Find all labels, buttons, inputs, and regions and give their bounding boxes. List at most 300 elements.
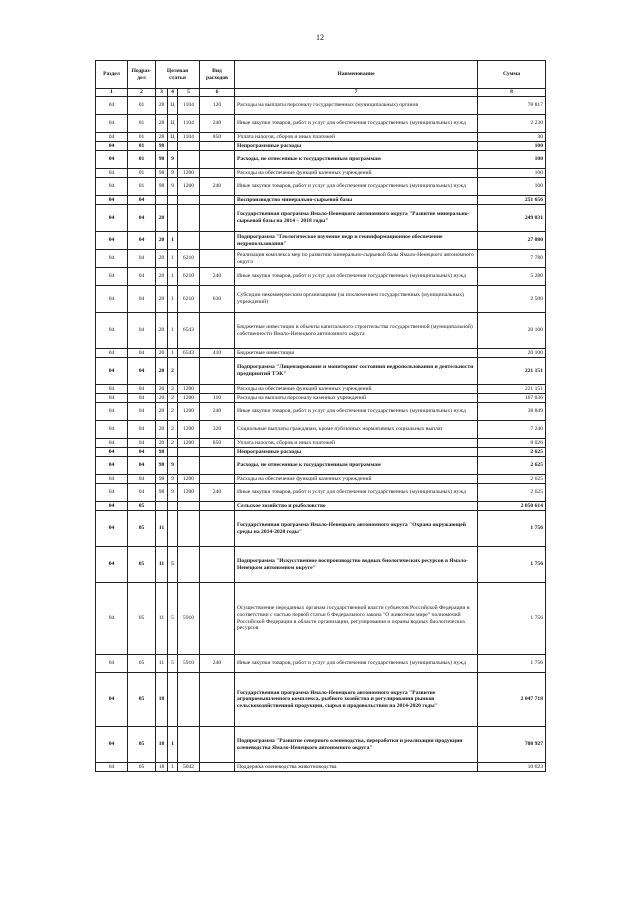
direction-cell [178, 457, 200, 475]
sum-cell: 5 280 [478, 268, 546, 286]
podrazdel-cell: 05 [128, 655, 156, 673]
name-cell: Расходы на обеспечение функций казенных учреждений [235, 169, 478, 178]
subprogram-cell: 5 [168, 547, 178, 583]
razdel-cell: 04 [96, 151, 128, 169]
table-row [96, 232, 546, 250]
podrazdel-cell: 01 [128, 115, 156, 133]
name-cell: Государственная программа Ямало-Ненецкого автономного округа "Развитие агропромышленного комплекса, рыбного хозяйства и регулирования рынков сельскохозяйственной продукции, сырья и продовольствия на 2014-2020 годы" [235, 673, 478, 727]
index-cell: 2 [128, 89, 156, 97]
podrazdel-cell: 01 [128, 151, 156, 169]
program-cell: 11 [156, 511, 168, 547]
program-cell: 18 [156, 673, 168, 727]
name-cell: Подпрограмма "Лицензирование и мониторинг состояния недропользования и деятельности предприятий ТЭК" [235, 358, 478, 385]
razdel-cell: 04 [96, 655, 128, 673]
sum-cell: 78 817 [478, 97, 546, 115]
direction-cell: 6543 [178, 313, 200, 349]
podrazdel-cell: 05 [128, 547, 156, 583]
index-cell: 1 [96, 89, 128, 97]
direction-cell: 1200 [178, 403, 200, 421]
direction-cell [178, 511, 200, 547]
name-cell: Субсидии некоммерческим организациям (за исключением государственных (муниципальных) учреждений) [235, 286, 478, 313]
subprogram-cell: 5 [168, 655, 178, 673]
direction-cell: 1104 [178, 133, 200, 142]
podrazdel-cell: 04 [128, 232, 156, 250]
direction-cell [178, 151, 200, 169]
vid-cell [200, 232, 235, 250]
podrazdel-cell: 04 [128, 313, 156, 349]
sum-cell: 1 756 [478, 583, 546, 655]
podrazdel-cell: 01 [128, 178, 156, 196]
program-cell: 20 [156, 439, 168, 448]
razdel-cell: 04 [96, 727, 128, 763]
table-row [96, 475, 546, 484]
sum-cell: 2 500 [478, 286, 546, 313]
vid-cell [200, 358, 235, 385]
subprogram-cell: 1 [168, 313, 178, 349]
program-cell [156, 196, 168, 205]
vid-cell [200, 205, 235, 232]
subprogram-cell: 5 [168, 583, 178, 655]
table-row [96, 655, 546, 673]
vid-cell [200, 313, 235, 349]
vid-cell: 850 [200, 133, 235, 142]
vid-cell: 120 [200, 97, 235, 115]
table-row [96, 151, 546, 169]
subprogram-cell: 1 [168, 268, 178, 286]
subprogram-cell: 2 [168, 394, 178, 403]
name-cell: Непрограммные расходы [235, 448, 478, 457]
sum-cell: 100 [478, 178, 546, 196]
program-cell: 98 [156, 142, 168, 151]
podrazdel-cell: 04 [128, 394, 156, 403]
direction-cell: 1200 [178, 169, 200, 178]
program-cell: 98 [156, 484, 168, 502]
razdel-cell: 04 [96, 673, 128, 727]
razdel-cell: 04 [96, 511, 128, 547]
col-vid-header: Вид расходов [200, 61, 235, 89]
header-row [96, 61, 546, 89]
podrazdel-cell: 04 [128, 421, 156, 439]
col-podrazdel-header: Подраз-дел [128, 61, 156, 89]
razdel-cell: 04 [96, 178, 128, 196]
razdel-cell: 04 [96, 250, 128, 268]
vid-cell: 320 [200, 421, 235, 439]
program-cell: 98 [156, 151, 168, 169]
name-cell: Воспроизводство минерально-сырьевой базы [235, 196, 478, 205]
col-razdel-header: Раздел [96, 61, 128, 89]
direction-cell: 1200 [178, 484, 200, 502]
sum-cell: 221 151 [478, 358, 546, 385]
col-celevaya-header: Целевая статья [156, 61, 200, 89]
table-row [96, 133, 546, 142]
vid-cell: 240 [200, 403, 235, 421]
subprogram-cell [168, 205, 178, 232]
direction-cell: 6210 [178, 268, 200, 286]
table-row [96, 403, 546, 421]
index-cell: 3 [156, 89, 168, 97]
index-cell: 6 [200, 89, 235, 97]
name-cell: Государственная программа Ямало-Ненецкого автономного округа "Охрана окружающей среды на 2014-2020 годы" [235, 511, 478, 547]
podrazdel-cell: 04 [128, 475, 156, 484]
direction-cell [178, 196, 200, 205]
podrazdel-cell: 05 [128, 583, 156, 655]
razdel-cell: 04 [96, 385, 128, 394]
table-row [96, 727, 546, 763]
index-cell: 7 [235, 89, 478, 97]
sum-cell: 249 031 [478, 205, 546, 232]
sum-cell: 7 240 [478, 421, 546, 439]
vid-cell: 410 [200, 349, 235, 358]
name-cell: Бюджетные инвестиции в объекты капитального строительства государственной (муниципальной) собственности Ямало-Ненецкого автономного округа [235, 313, 478, 349]
table-row [96, 313, 546, 349]
table-row [96, 142, 546, 151]
podrazdel-cell: 04 [128, 403, 156, 421]
subprogram-cell: 1 [168, 763, 178, 772]
podrazdel-cell: 01 [128, 133, 156, 142]
direction-cell: 6543 [178, 349, 200, 358]
podrazdel-cell: 05 [128, 673, 156, 727]
subprogram-cell [168, 673, 178, 727]
vid-cell [200, 763, 235, 772]
program-cell: 20 [156, 268, 168, 286]
direction-cell: 1200 [178, 475, 200, 484]
program-cell: 20 [156, 313, 168, 349]
index-cell: 5 [178, 89, 200, 97]
razdel-cell: 04 [96, 142, 128, 151]
sum-cell: 1 756 [478, 655, 546, 673]
name-cell: Сельское хозяйство и рыболовство [235, 502, 478, 511]
vid-cell [200, 583, 235, 655]
sum-cell: 221 151 [478, 385, 546, 394]
subprogram-cell: 9 [168, 484, 178, 502]
program-cell: 98 [156, 169, 168, 178]
name-cell: Расходы на обеспечение функций казенных учреждений [235, 385, 478, 394]
podrazdel-cell: 04 [128, 268, 156, 286]
vid-cell [200, 250, 235, 268]
program-cell: 20 [156, 232, 168, 250]
budget-table [95, 60, 546, 772]
table-row [96, 286, 546, 313]
program-cell: 20 [156, 250, 168, 268]
table-row [96, 250, 546, 268]
program-cell: 20 [156, 394, 168, 403]
direction-cell: 1200 [178, 394, 200, 403]
direction-cell: 5042 [178, 763, 200, 772]
razdel-cell: 04 [96, 232, 128, 250]
podrazdel-cell: 05 [128, 502, 156, 511]
direction-cell [178, 547, 200, 583]
page-number: 12 [316, 33, 324, 42]
razdel-cell: 04 [96, 763, 128, 772]
direction-cell: 5910 [178, 655, 200, 673]
subprogram-cell: 1 [168, 727, 178, 763]
index-cell: 4 [168, 89, 178, 97]
vid-cell [200, 727, 235, 763]
table-row [96, 421, 546, 439]
name-cell: Подпрограмма "Искусственное воспроизводство водных биологических ресурсов в Ямало-Ненецком автономном округе" [235, 547, 478, 583]
sum-cell: 8 026 [478, 439, 546, 448]
subprogram-cell: Ц [168, 115, 178, 133]
program-cell: 98 [156, 448, 168, 457]
table-row [96, 502, 546, 511]
name-cell: Государственная программа Ямало-Ненецкого автономного округа "Развитие минерально-сырьевой базы на 2014 – 2018 годы" [235, 205, 478, 232]
direction-cell [178, 727, 200, 763]
program-cell: 98 [156, 178, 168, 196]
podrazdel-cell: 04 [128, 385, 156, 394]
vid-cell [200, 151, 235, 169]
program-cell: 20 [156, 286, 168, 313]
razdel-cell: 04 [96, 547, 128, 583]
subprogram-cell [168, 196, 178, 205]
sum-cell: 167 036 [478, 394, 546, 403]
subprogram-cell: 9 [168, 169, 178, 178]
direction-cell [178, 142, 200, 151]
razdel-cell: 04 [96, 313, 128, 349]
direction-cell: 1200 [178, 421, 200, 439]
name-cell: Иные закупки товаров, работ и услуг для обеспечения государственных (муниципальных) нужд [235, 655, 478, 673]
subprogram-cell [168, 511, 178, 547]
table-row [96, 484, 546, 502]
direction-cell: 1104 [178, 115, 200, 133]
vid-cell [200, 673, 235, 727]
vid-cell [200, 448, 235, 457]
vid-cell [200, 142, 235, 151]
sum-cell: 100 [478, 142, 546, 151]
name-cell: Иные закупки товаров, работ и услуг для обеспечения государственных (муниципальных) нужд [235, 403, 478, 421]
table-row [96, 448, 546, 457]
subprogram-cell: 2 [168, 385, 178, 394]
program-cell: 18 [156, 763, 168, 772]
razdel-cell: 04 [96, 205, 128, 232]
name-cell: Реализация комплекса мер по развитию минерально-сырьевой базы Ямало-Ненецкого автономного округа [235, 250, 478, 268]
podrazdel-cell: 04 [128, 457, 156, 475]
direction-cell [178, 205, 200, 232]
program-cell: 18 [156, 727, 168, 763]
sum-cell: 100 [478, 169, 546, 178]
sum-cell: 2 050 614 [478, 502, 546, 511]
sum-cell: 7 780 [478, 250, 546, 268]
subprogram-cell: 2 [168, 358, 178, 385]
table-row [96, 439, 546, 448]
subprogram-cell: 9 [168, 151, 178, 169]
subprogram-cell: 1 [168, 349, 178, 358]
razdel-cell: 04 [96, 169, 128, 178]
podrazdel-cell: 05 [128, 727, 156, 763]
sum-cell: 2 625 [478, 475, 546, 484]
razdel-cell: 04 [96, 394, 128, 403]
razdel-cell: 04 [96, 268, 128, 286]
direction-cell: 1200 [178, 385, 200, 394]
subprogram-cell: 2 [168, 421, 178, 439]
direction-cell [178, 502, 200, 511]
col-sum-header: Сумма [478, 61, 546, 89]
index-row [96, 89, 546, 97]
sum-cell: 708 927 [478, 727, 546, 763]
direction-cell: 5910 [178, 583, 200, 655]
subprogram-cell: 1 [168, 250, 178, 268]
vid-cell [200, 511, 235, 547]
subprogram-cell [168, 502, 178, 511]
name-cell: Иные закупки товаров, работ и услуг для обеспечения государственных (муниципальных) нужд [235, 484, 478, 502]
index-cell: 8 [478, 89, 546, 97]
sum-cell: 2 230 [478, 115, 546, 133]
vid-cell [200, 547, 235, 583]
direction-cell: 6210 [178, 250, 200, 268]
podrazdel-cell: 04 [128, 439, 156, 448]
razdel-cell: 04 [96, 448, 128, 457]
direction-cell: 1200 [178, 178, 200, 196]
subprogram-cell: 9 [168, 475, 178, 484]
program-cell [156, 502, 168, 511]
sum-cell: 251 656 [478, 196, 546, 205]
name-cell: Расходы на обеспечение функций казенных учреждений [235, 475, 478, 484]
sum-cell: 2 047 718 [478, 673, 546, 727]
program-cell: 98 [156, 475, 168, 484]
razdel-cell: 04 [96, 439, 128, 448]
name-cell: Уплата налогов, сборов и иных платежей [235, 133, 478, 142]
vid-cell [200, 502, 235, 511]
podrazdel-cell: 04 [128, 286, 156, 313]
table-row [96, 178, 546, 196]
program-cell: 28 [156, 97, 168, 115]
razdel-cell: 04 [96, 457, 128, 475]
name-cell: Расходы на выплаты персоналу государственных (муниципальных) органов [235, 97, 478, 115]
program-cell: 28 [156, 133, 168, 142]
podrazdel-cell: 04 [128, 196, 156, 205]
table-row [96, 169, 546, 178]
name-cell: Иные закупки товаров, работ и услуг для обеспечения государственных (муниципальных) нужд [235, 178, 478, 196]
name-cell: Подпрограмма "Геологическое изучение недр и геоинформационное обеспечение недропользования" [235, 232, 478, 250]
razdel-cell: 04 [96, 196, 128, 205]
vid-cell: 850 [200, 439, 235, 448]
program-cell: 28 [156, 115, 168, 133]
sum-cell: 10 623 [478, 763, 546, 772]
table-row [96, 547, 546, 583]
subprogram-cell: Ц [168, 133, 178, 142]
direction-cell: 1104 [178, 97, 200, 115]
subprogram-cell: 1 [168, 232, 178, 250]
vid-cell: 110 [200, 394, 235, 403]
sum-cell: 20 100 [478, 349, 546, 358]
razdel-cell: 04 [96, 358, 128, 385]
razdel-cell: 04 [96, 475, 128, 484]
name-cell: Расходы на выплаты персоналу казенных учреждений [235, 394, 478, 403]
table-row [96, 97, 546, 115]
direction-cell: 6210 [178, 286, 200, 313]
vid-cell [200, 385, 235, 394]
table-row [96, 511, 546, 547]
sum-cell: 2 625 [478, 457, 546, 475]
program-cell: 20 [156, 205, 168, 232]
razdel-cell: 04 [96, 97, 128, 115]
direction-cell: 1200 [178, 439, 200, 448]
razdel-cell: 04 [96, 502, 128, 511]
name-cell: Иные закупки товаров, работ и услуг для обеспечения государственных (муниципальных) нужд [235, 115, 478, 133]
table-row [96, 385, 546, 394]
podrazdel-cell: 01 [128, 97, 156, 115]
name-cell: Социальные выплаты гражданам, кроме публичных нормативных социальных выплат [235, 421, 478, 439]
vid-cell [200, 196, 235, 205]
name-cell: Поддержка оленеводства животноводства [235, 763, 478, 772]
program-cell: 20 [156, 403, 168, 421]
podrazdel-cell: 04 [128, 250, 156, 268]
table-row [96, 349, 546, 358]
name-cell: Уплата налогов, сборов и иных платежей [235, 439, 478, 448]
table-row [96, 268, 546, 286]
razdel-cell: 04 [96, 349, 128, 358]
podrazdel-cell: 05 [128, 511, 156, 547]
name-cell: Осуществление переданных органам государственной власти субъектов Российской Федерации в соответствии с частью первой статьи 6 Федерального закона "О животном мире" полномочий Российской Федерации в области организации, регулирования и охраны водных биологических ресурсов [235, 583, 478, 655]
name-cell: Подпрограмма "Развитие северного оленеводства, переработки и реализация продукции оленеводства Ямало-Ненецкого автономного округа" [235, 727, 478, 763]
sum-cell: 2 625 [478, 484, 546, 502]
podrazdel-cell: 04 [128, 448, 156, 457]
name-cell: Расходы, не отнесенные к государственным программам [235, 151, 478, 169]
vid-cell [200, 169, 235, 178]
sum-cell: 100 [478, 151, 546, 169]
col-name-header: Наименование [235, 61, 478, 89]
table-row [96, 763, 546, 772]
vid-cell: 240 [200, 115, 235, 133]
podrazdel-cell: 01 [128, 169, 156, 178]
razdel-cell: 04 [96, 286, 128, 313]
subprogram-cell [168, 142, 178, 151]
table-row [96, 358, 546, 385]
table-row [96, 583, 546, 655]
razdel-cell: 04 [96, 133, 128, 142]
sum-cell: 38 849 [478, 403, 546, 421]
name-cell: Непрограммные расходы [235, 142, 478, 151]
table-row [96, 673, 546, 727]
sum-cell: 1 756 [478, 547, 546, 583]
razdel-cell: 04 [96, 484, 128, 502]
sum-cell: 2 625 [478, 448, 546, 457]
subprogram-cell: 2 [168, 439, 178, 448]
program-cell: 98 [156, 457, 168, 475]
table-row [96, 457, 546, 475]
vid-cell [200, 457, 235, 475]
program-cell: 20 [156, 421, 168, 439]
podrazdel-cell: 05 [128, 763, 156, 772]
program-cell: 20 [156, 358, 168, 385]
direction-cell [178, 358, 200, 385]
direction-cell [178, 448, 200, 457]
sum-cell: 20 100 [478, 313, 546, 349]
table-row [96, 196, 546, 205]
vid-cell [200, 475, 235, 484]
podrazdel-cell: 04 [128, 358, 156, 385]
direction-cell [178, 673, 200, 727]
program-cell: 20 [156, 349, 168, 358]
vid-cell: 240 [200, 655, 235, 673]
name-cell: Расходы, не отнесенные к государственным программам [235, 457, 478, 475]
name-cell: Бюджетные инвестиции [235, 349, 478, 358]
table-row [96, 205, 546, 232]
razdel-cell: 04 [96, 583, 128, 655]
vid-cell: 630 [200, 286, 235, 313]
podrazdel-cell: 01 [128, 142, 156, 151]
subprogram-cell: 9 [168, 178, 178, 196]
subprogram-cell: 9 [168, 457, 178, 475]
program-cell: 11 [156, 655, 168, 673]
sum-cell: 30 [478, 133, 546, 142]
sum-cell: 27 880 [478, 232, 546, 250]
program-cell: 11 [156, 547, 168, 583]
podrazdel-cell: 04 [128, 349, 156, 358]
table-row [96, 394, 546, 403]
table-row [96, 115, 546, 133]
sum-cell: 1 756 [478, 511, 546, 547]
vid-cell: 240 [200, 484, 235, 502]
